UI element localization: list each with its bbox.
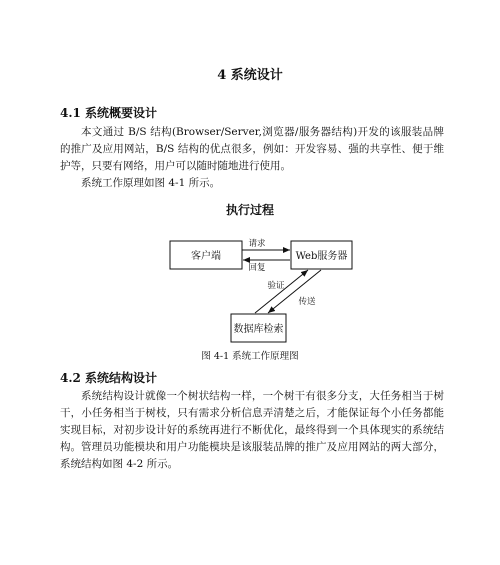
paragraph-figure-ref-4-1: 系统工作原理如图 4-1 所示。: [81, 177, 221, 189]
web-server-node-label: Web服务器: [295, 251, 348, 262]
figure-caption: 图 4-1 系统工作原理图: [201, 351, 299, 362]
paragraph-figure-ref-4-2: 管理员功能模块和用户功能模块是该服装品牌的推广及应用网站的两大部分，系统结构如图 4-2 所示。: [60, 441, 444, 470]
figure-heading: 执行过程: [225, 203, 274, 217]
client-node-label: 客户端: [191, 251, 221, 262]
chapter-title: 4 系统设计: [217, 68, 283, 83]
verify-label: 验证: [267, 281, 285, 291]
section-heading-4-2: 4.2 系统结构设计: [60, 371, 158, 385]
paragraph-tree-structure: 系统结构设计就像一个树状结构一样，一个树干有很多分支，大任务相当于树干，小任务相当于树枝，只有需求分析信息弄清楚之后，才能保证每个小任务都能实现目标，对初步设计好的系统再进行不断优化，最终得到一个具体现实的系统结构。: [60, 390, 444, 453]
section-heading-4-1: 4.1 系统概要设计: [60, 106, 158, 120]
database-node-label: 数据库检索: [233, 324, 284, 335]
paragraph-bs-structure: 本文通过 B/S 结构(Browser/Server,浏览器/服务器结构)开发的该服装品牌的推广及应用网站，B/S 结构的优点很多，例如：开发容易、强的共享性、便于维护等，只要有网络，用户可以随时随地进行使用。: [60, 126, 444, 172]
request-label: 请求: [248, 239, 266, 249]
response-label: 回复: [248, 263, 266, 273]
transfer-label: 传送: [298, 297, 316, 307]
